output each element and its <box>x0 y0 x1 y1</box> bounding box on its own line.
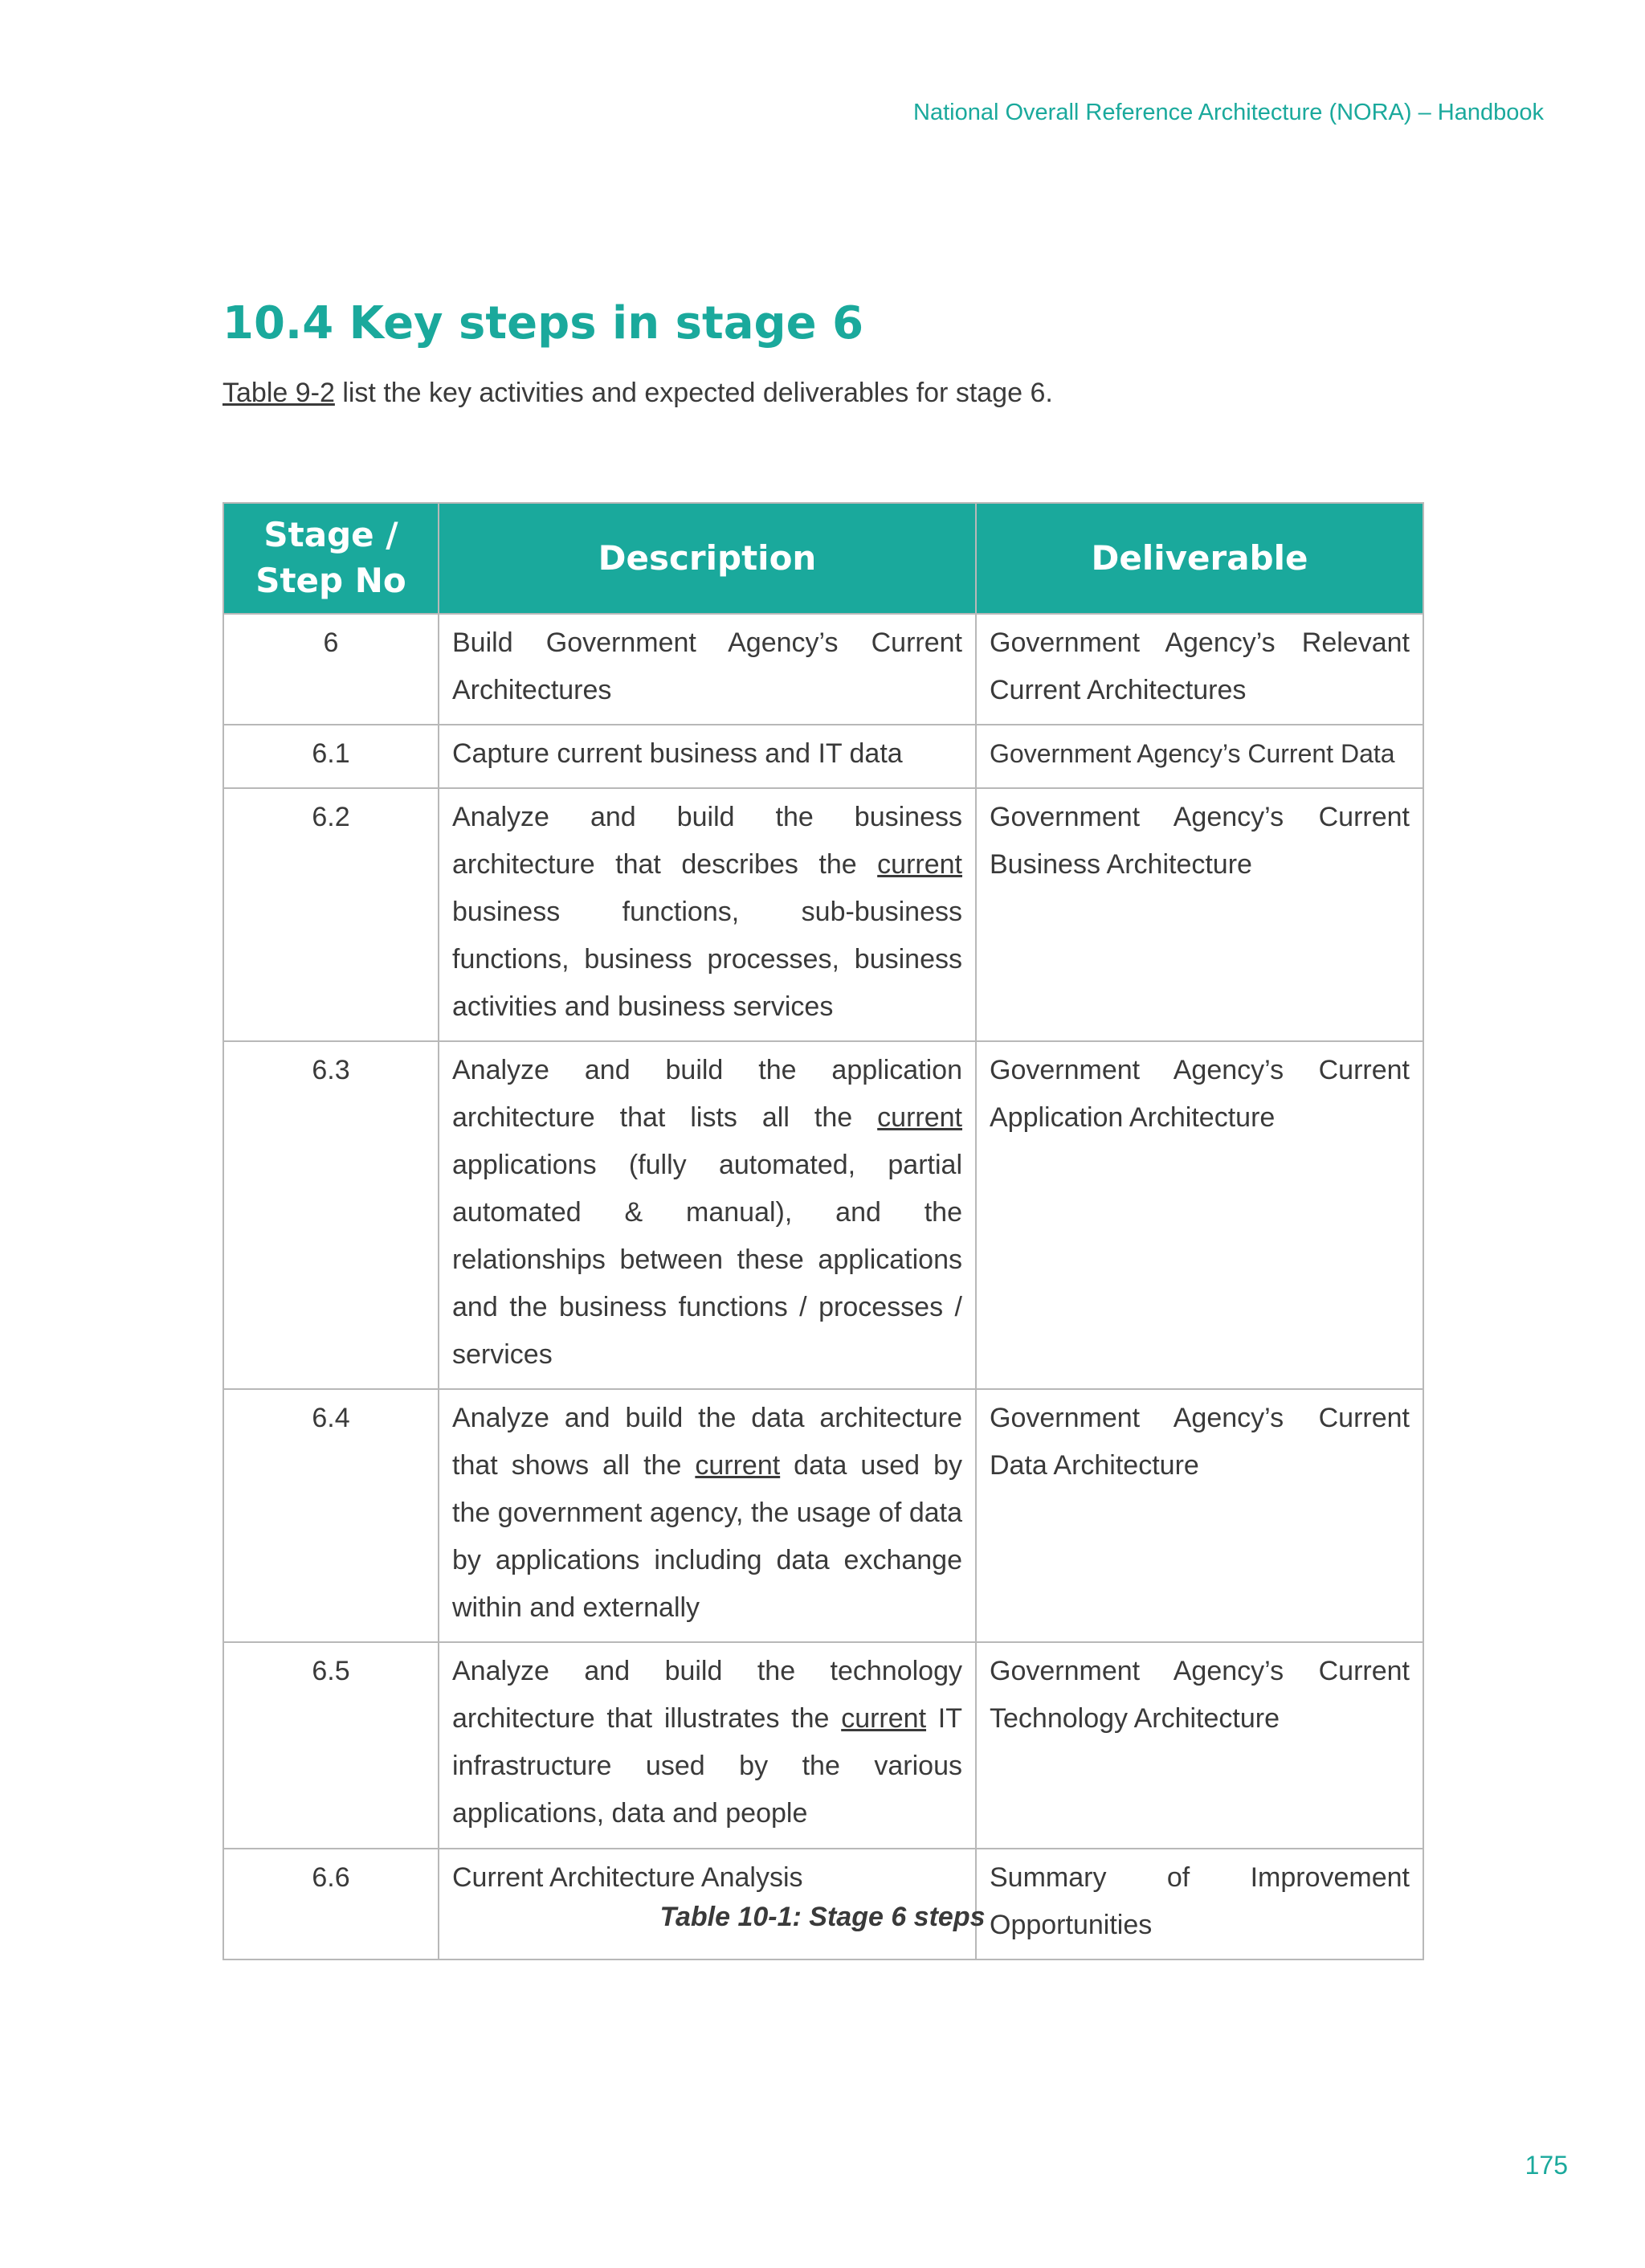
intro-paragraph <box>222 378 1053 409</box>
step-description: Analyze and build the application architecture that lists all the current applications (fully automated, partial automated & manual), and the relationships between these applications and the business functions / processes / services <box>439 1041 976 1389</box>
step-description: Analyze and build the business architecture that describes the current business functions, sub-business functions, business processes, business activities and business services <box>439 788 976 1041</box>
header-step-no: Stage / Step No <box>223 503 439 614</box>
intro-text: list the key activities and expected deliverables for stage 6. <box>334 378 1053 408</box>
step-number: 6.3 <box>223 1041 439 1389</box>
header-description: Description <box>439 503 976 614</box>
table-caption: Table 10-1: Stage 6 steps <box>659 1902 986 1932</box>
step-deliverable: Government Agency’s Relevant Current Architectures <box>976 614 1423 725</box>
page-number: 175 <box>1525 2151 1568 2180</box>
step-deliverable: Government Agency’s Current Application Architecture <box>976 1041 1423 1389</box>
step-deliverable: Government Agency’s Current Data <box>976 725 1423 788</box>
running-header: National Overall Reference Architecture (NORA) – Handbook <box>913 100 1544 125</box>
table-row <box>223 1642 1423 1849</box>
step-deliverable: Government Agency’s Current Technology Architecture <box>976 1642 1423 1849</box>
step-description: Capture current business and IT data <box>439 725 976 788</box>
step-description: Build Government Agency’s Current Architectures <box>439 614 976 725</box>
step-deliverable: Summary of Improvement Opportunities <box>976 1849 1423 1959</box>
step-description: Current Architecture Analysis <box>439 1849 976 1959</box>
table-row <box>223 788 1423 1041</box>
table-row <box>223 725 1423 788</box>
step-description: Analyze and build the data architecture that shows all the current data used by the government agency, the usage of data by applications including data exchange within and externally <box>439 1389 976 1642</box>
table-reference-link[interactable]: Table 9-2 <box>222 378 335 408</box>
step-deliverable: Government Agency’s Current Data Architecture <box>976 1389 1423 1642</box>
step-number: 6.1 <box>223 725 439 788</box>
step-number: 6.4 <box>223 1389 439 1642</box>
step-number: 6 <box>223 614 439 725</box>
section-heading: 10.4 Key steps in stage 6 <box>222 297 864 349</box>
step-number: 6.6 <box>223 1849 439 1959</box>
step-description: Analyze and build the technology architecture that illustrates the current IT infrastructure used by the various applications, data and people <box>439 1642 976 1849</box>
step-number: 6.5 <box>223 1642 439 1849</box>
table-row <box>223 1041 1423 1389</box>
stage-steps-table <box>222 502 1424 1960</box>
table-row <box>223 614 1423 725</box>
step-deliverable: Government Agency’s Current Business Architecture <box>976 788 1423 1041</box>
table-header-row <box>223 503 1423 614</box>
step-number: 6.2 <box>223 788 439 1041</box>
table-row <box>223 1389 1423 1642</box>
header-deliverable: Deliverable <box>976 503 1423 614</box>
